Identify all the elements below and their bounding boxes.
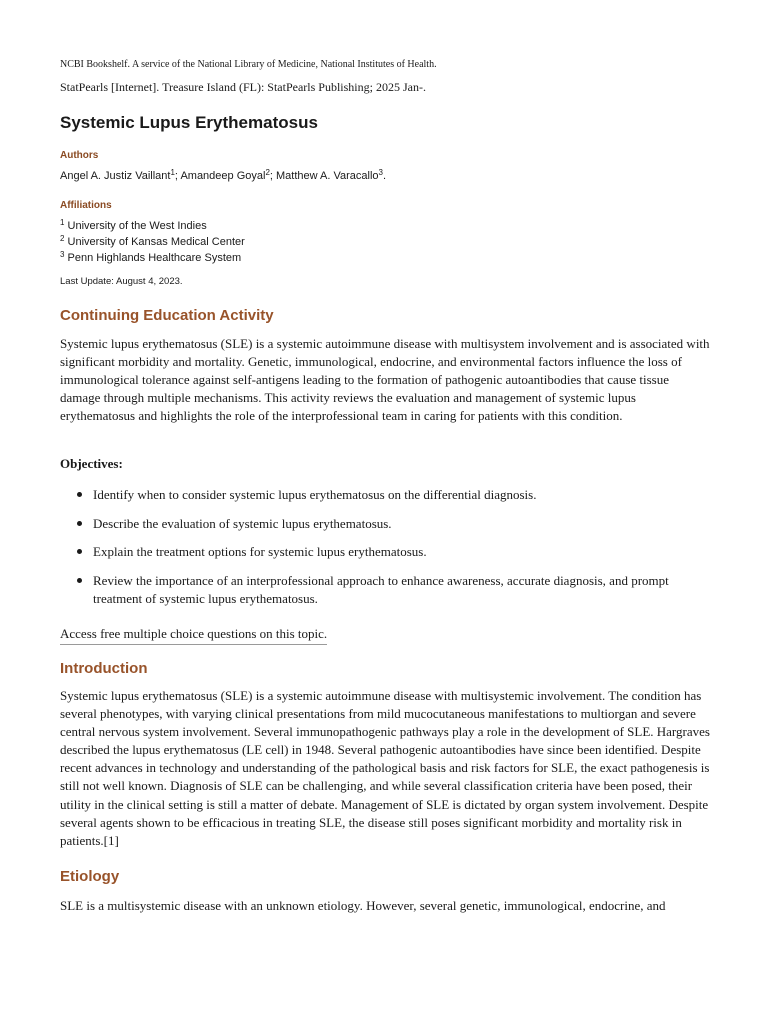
mcq-link[interactable]: Access free multiple choice questions on this topic. [60, 625, 327, 645]
author-separator: ; [269, 170, 277, 182]
author-name[interactable]: Matthew A. Varacallo [276, 170, 379, 182]
continuing-education-paragraph: Systemic lupus erythematosus (SLE) is a systemic autoimmune disease with multisystem involvement and is associated with significant morbidity and mortality. Genetic, immunological, endocrine, and environmental factors influence the loss of immunological tolerance against self-antigens leading to the formation of pathogenic autoantibodies that cause tissue damage through multiple mechanisms. This activity reviews the evaluation and management of systemic lupus erythematosus and highlights the role of the interprofessional team in caring for patients with this condition. [60, 336, 710, 424]
affiliation-number: 1 [60, 218, 65, 227]
last-update: Last Update: August 4, 2023. [60, 276, 183, 287]
page-title: Systemic Lupus Erythematosus [60, 113, 318, 132]
author-affiliation-number: 3 [378, 168, 383, 177]
author-name[interactable]: Amandeep Goyal [180, 170, 266, 182]
objective-item: Explain the treatment options for systemic lupus erythematosus. [60, 543, 710, 562]
affiliation-number: 3 [60, 250, 65, 259]
affiliation-text: University of Kansas Medical Center [64, 236, 245, 248]
author-separator: . [382, 170, 387, 182]
affiliation-text: Penn Highlands Healthcare System [64, 252, 242, 264]
authors-label: Authors [60, 150, 99, 161]
objective-item: Describe the evaluation of systemic lupus erythematosus. [60, 515, 710, 534]
author-separator: ; [174, 170, 181, 182]
affiliation-item [60, 219, 207, 233]
objectives-list [60, 486, 710, 619]
affiliation-item [60, 235, 245, 249]
author-affiliation-number: 1 [170, 168, 175, 177]
etiology-paragraph: SLE is a multisystemic disease with an unknown etiology. However, several genetic, immunological, endocrine, and [60, 898, 666, 913]
section-heading-etiology: Etiology [60, 868, 120, 885]
affiliation-number: 2 [60, 234, 65, 243]
author-affiliation-number: 2 [265, 168, 270, 177]
objective-item: Review the importance of an interprofessional approach to enhance awareness, accurate diagnosis, and prompt treatment of systemic lupus erythematosus. [60, 572, 710, 609]
affiliation-item [60, 251, 241, 265]
objectives-label: Objectives: [60, 456, 123, 471]
section-heading-introduction: Introduction [60, 660, 148, 677]
ncbi-service-line: NCBI Bookshelf. A service of the National Library of Medicine, National Institutes of Health. [60, 59, 437, 70]
affiliations-label: Affiliations [60, 200, 112, 211]
author-name[interactable]: Angel A. Justiz Vaillant [60, 170, 171, 182]
introduction-paragraph: Systemic lupus erythematosus (SLE) is a systemic autoimmune disease with multisystemic involvement. The condition has several phenotypes, with varying clinical presentations from mild mucocutaneous manifestations to multiorgan and severe central nervous system involvement. Several immunopathogenic pathways play a role in the development of SLE. Hargraves described the lupus erythematosus (LE cell) in 1948. Several pathogenic autoantibodies have since been identified. Despite recent advances in technology and understanding of the pathological basis and risk factors for SLE, the exact pathogenesis is still not well known. Diagnosis of SLE can be challenging, and while several classification criteria have been posed, their utility in the clinical setting is still a matter of debate. Management of SLE is dictated by organ system involvement. Despite several agents shown to be efficacious in treating SLE, the disease still poses significant morbidity and mortality risk in patients.[1] [60, 688, 710, 848]
authors-line [60, 169, 386, 183]
section-heading-continuing-education: Continuing Education Activity [60, 307, 274, 324]
objective-item: Identify when to consider systemic lupus erythematosus on the differential diagnosis. [60, 486, 710, 505]
affiliation-text: University of the West Indies [64, 220, 207, 232]
citation-line: StatPearls [Internet]. Treasure Island (FL): StatPearls Publishing; 2025 Jan-. [60, 80, 426, 94]
